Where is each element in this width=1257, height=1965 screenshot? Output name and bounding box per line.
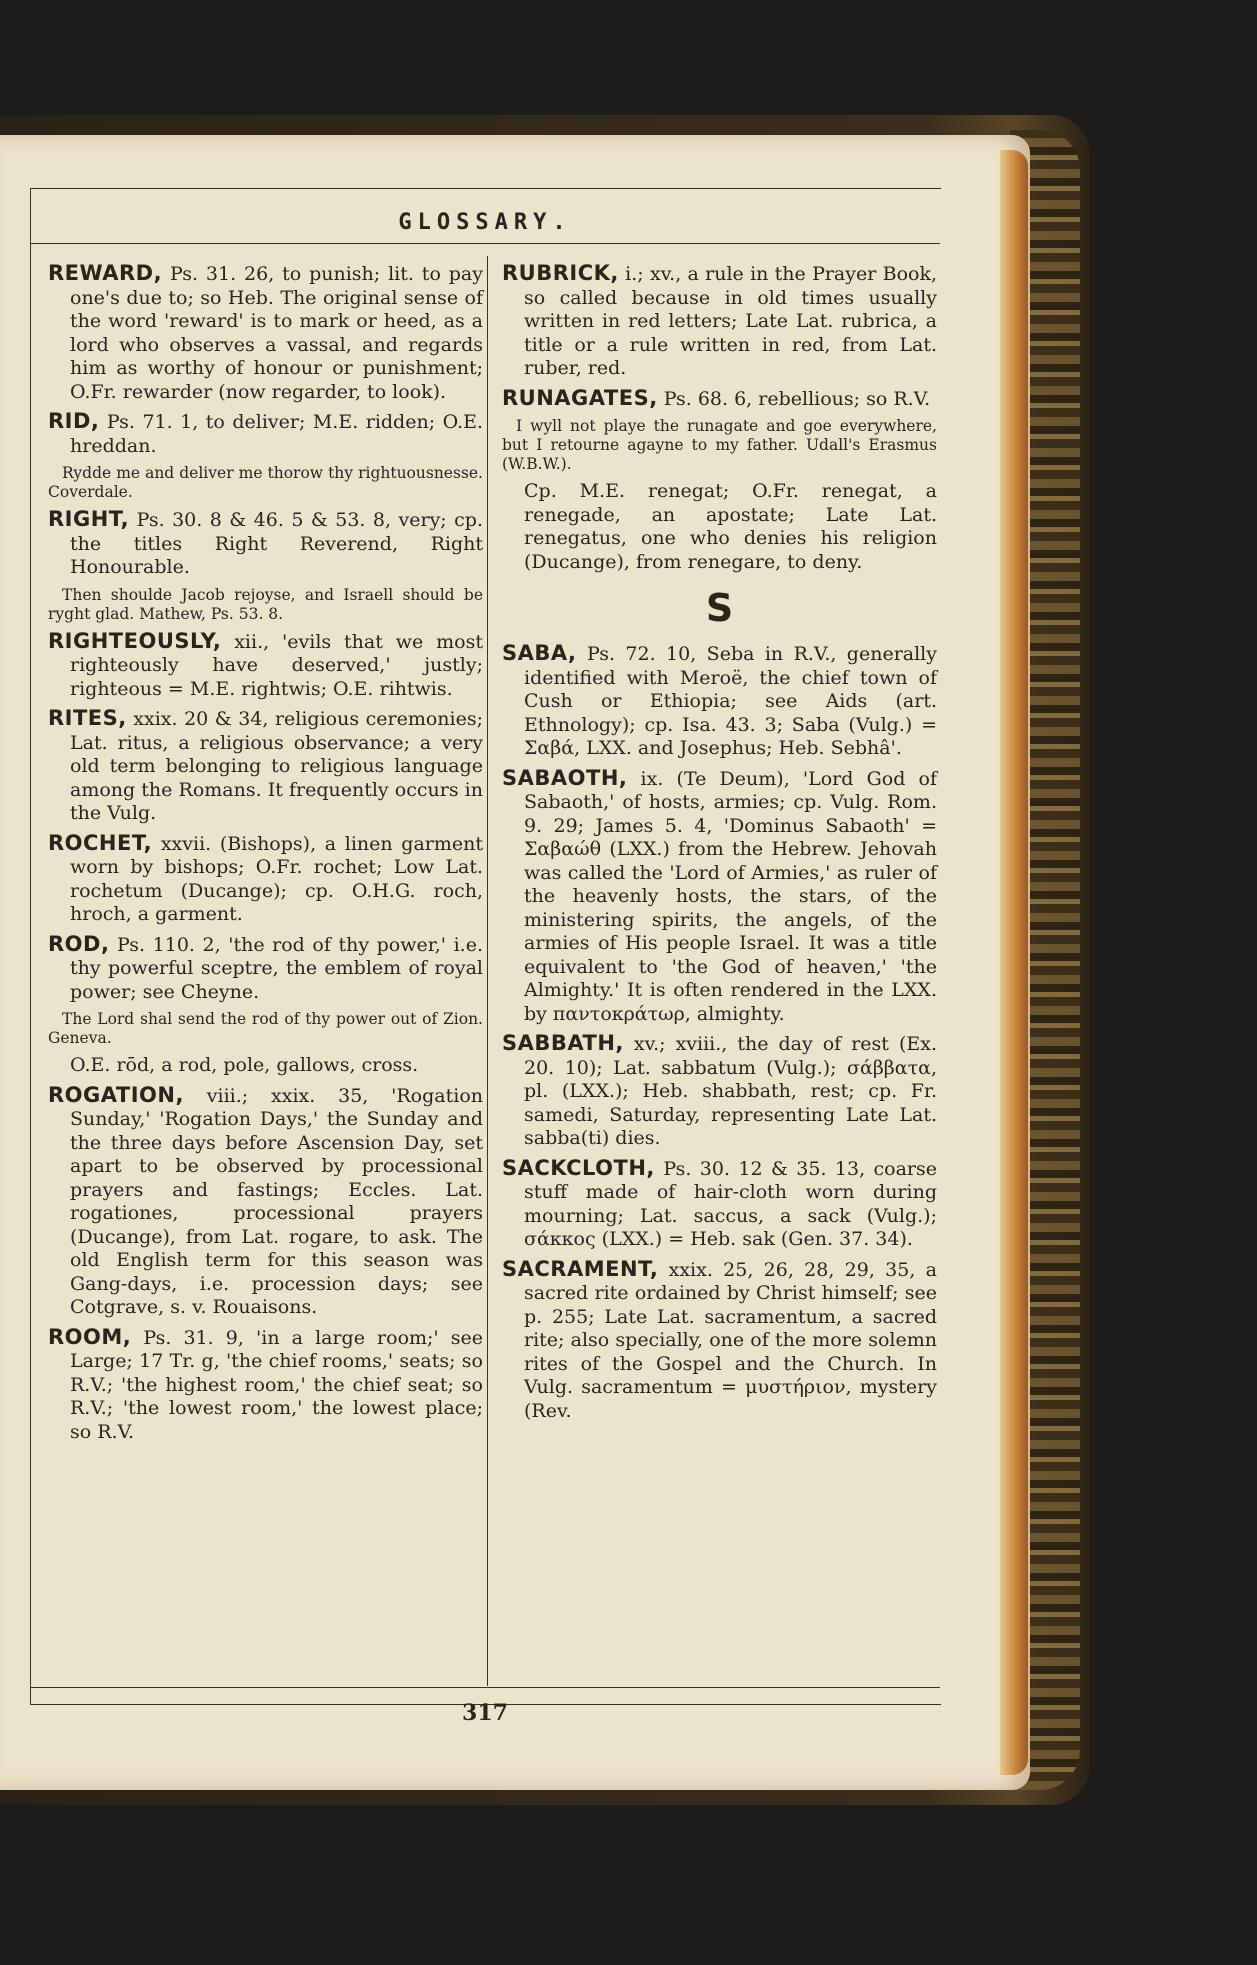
entry-headword: SACRAMENT, [502, 1256, 659, 1281]
glossary-entry [502, 1157, 937, 1252]
entry-definition: ix. (Te Deum), 'Lord God of Sabaoth,' of hosts, armies; cp. Vulg. Rom. 9. 29; James 5. 4, 'Dominus Sabaoth' = Σαβαώθ (LXX.) from the Hebrew. Jehovah was called the 'Lord of Armies,' as ruler of the heavenly hosts, the stars, of the ministering spirits, the angels, of the armies of His people Israel. It was a title equivalent to 'the God of heaven,' 'the Almighty.' It is often rendered in the LXX. by παντοκράτωρ, almighty. [524, 767, 938, 1025]
entry-definition: Ps. 31. 9, 'in a large room;' see Large; 17 Tr. g, 'the chief rooms,' seats; so R.V.; 'the highest room,' the chief seat; so R.V.; 'the lowest room,' the lowest place; so R.V. [70, 1326, 483, 1443]
citation-quote: Then shoulde Jacob rejoyse, and Israell should be ryght glad. Mathew, Ps. 53. 8. [48, 585, 483, 623]
entry-definition: Ps. 71. 1, to deliver; M.E. ridden; O.E. hreddan. [70, 411, 484, 457]
entry-definition: xxvii. (Bishops), a linen garment worn by bishops; O.Fr. rochet; Low Lat. rochetum (Ducange); cp. O.H.G. roch, hroch, a garment. [70, 832, 483, 925]
glossary-entry [502, 387, 937, 412]
entry-headword: ROGATION, [48, 1082, 184, 1107]
left-column [48, 262, 483, 1450]
entry-headword: RITES, [48, 706, 127, 730]
glossary-entry [502, 1032, 937, 1151]
entry-headword: RID, [48, 409, 100, 433]
glossary-entry [48, 508, 483, 580]
glossary-entry [502, 642, 937, 761]
entry-definition: xxix. 20 & 34, religious ceremonies; Lat. ritus, a religious observance; a very old term belonging to religious language among the Romans. It frequently occurs in the Vulg. [70, 708, 483, 824]
entry-continuation: O.E. rōd, a rod, pole, gallows, cross. [70, 1054, 419, 1076]
entry-definition: xxix. 25, 26, 28, 29, 35, a sacred rite ordained by Christ himself; see p. 255; Late Lat. sacramentum, a sacred rite; also specially, one of the more solemn rites of the Gospel and the Church. In Vulg. sacramentum = μυστήριον, mystery (Rev. [524, 1258, 937, 1422]
entry-definition: Ps. 110. 2, 'the rod of thy power,' i.e. thy powerful sceptre, the emblem of royal power; see Cheyne. [70, 933, 483, 1003]
entry-headword: RUBRICK, [502, 261, 619, 285]
glossary-entry [48, 933, 483, 1005]
entry-headword: RUNAGATES, [502, 385, 658, 410]
glossary-entry [48, 630, 483, 702]
right-column [502, 262, 937, 1429]
glossary-entry [48, 410, 483, 458]
glossary-entry [502, 262, 937, 381]
running-header: GLOSSARY. [398, 210, 572, 235]
glossary-entry [48, 1084, 483, 1320]
entry-headword: RIGHT, [48, 507, 130, 531]
entry-continuation: Cp. M.E. renegat; O.Fr. renegat, a renegade, an apostate; Late Lat. renegatus, one who denies his religion (Ducange), from renegare, to deny. [524, 480, 937, 573]
entry-headword: ROCHET, [48, 830, 153, 855]
entry-headword: RIGHTEOUSLY, [48, 628, 222, 653]
entry-definition: Ps. 68. 6, rebellious; so R.V. [663, 387, 931, 410]
entry-definition: viii.; xxix. 35, 'Rogation Sunday,' 'Rogation Days,' the Sunday and the three days before Ascension Day, set apart to be observed by processional prayers and fastings; Eccles. Lat. rogationes, processional prayers (Ducange), from Lat. rogare, to ask. The old English term for this season was Gang-days, i.e. procession days; see Cotgrave, s. v. Rouaisons. [70, 1084, 483, 1318]
footer-rule [30, 1687, 940, 1688]
glossary-entry [502, 1258, 937, 1424]
entry-definition: Ps. 30. 8 & 46. 5 & 53. 8, very; cp. the titles Right Reverend, Right Honourable. [70, 509, 484, 578]
entry-definition: xv.; xviii., the day of rest (Ex. 20. 10); Lat. sabbatum (Vulg.); σάββατα, pl. (LXX.); Heb. shabbath, rest; cp. Fr. samedi, Saturday, representing Late Lat. sabba(ti) dies. [524, 1033, 937, 1149]
column-divider [487, 256, 488, 1686]
entry-headword: ROD, [48, 931, 110, 956]
entry-definition: Ps. 30. 12 & 35. 13, coarse stuff made of hair-cloth worn during mourning; Lat. saccus, a sack (Vulg.); σάκκος (LXX.) = Heb. sak (Gen. 37. 34). [524, 1157, 937, 1250]
entry-headword: SACKCLOTH, [502, 1155, 655, 1180]
glossary-entry [48, 1326, 483, 1445]
entry-definition: i.; xv., a rule in the Prayer Book, so called because in old times usually written in red letters; Late Lat. rubrica, a title or a rule written in red, from Lat. ruber, red. [524, 263, 937, 379]
glossary-entry [48, 707, 483, 826]
glossary-entry [502, 767, 937, 1027]
citation-quote: The Lord shal send the rod of thy power out of Zion. Geneva. [48, 1010, 483, 1047]
entry-headword: SABA, [502, 641, 577, 665]
citation-quote: Rydde me and deliver me thorow thy rightuousnesse. Coverdale. [48, 464, 483, 501]
entry-headword: ROOM, [48, 1324, 132, 1349]
page-number: 317 [462, 1700, 508, 1726]
glossary-entry [48, 832, 483, 927]
entry-definition: Ps. 31. 26, to punish; lit. to pay one's due to; so Heb. The original sense of the word 'reward' is to mark or heed, as a lord who observes a vassal, and regards him as worthy of honour or punishment; O.Fr. rewarder (now regarder, to look). [70, 263, 483, 403]
glossary-entry [48, 262, 483, 404]
citation-quote: I wyll not playe the runagate and goe everywhere, but I retourne agayne to my father. Udall's Erasmus (W.B.W.). [502, 417, 937, 473]
entry-headword: REWARD, [48, 261, 163, 285]
gilt-page-edge [1000, 150, 1028, 1775]
section-letter: S [705, 586, 734, 630]
entry-headword: SABAOTH, [502, 765, 628, 790]
entry-headword: SABBATH, [502, 1031, 624, 1055]
entry-definition: Ps. 72. 10, Seba in R.V., generally identified with Meroë, the chief town of Cush or Ethiopia; see Aids (art. Ethnology); cp. Isa. 43. 3; Saba (Vulg.) = Σαβά, LXX. and Josephus; Heb. Sebhâ'. [524, 643, 937, 759]
entry-definition: xii., 'evils that we most righteously have deserved,' justly; righteous = M.E. rightwis; O.E. rihtwis. [70, 630, 483, 700]
header-rule [30, 243, 940, 244]
